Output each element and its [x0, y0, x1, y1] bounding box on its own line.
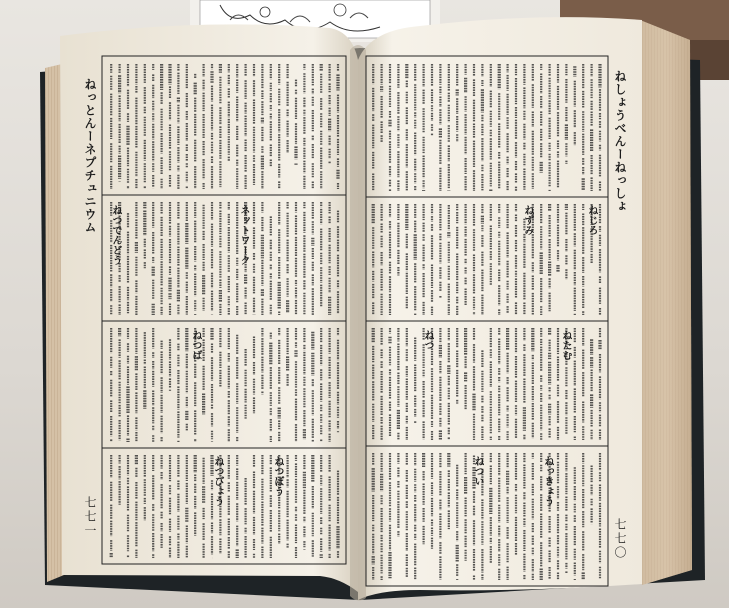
left-running-header: ねっとんーネプチュニウム: [83, 78, 97, 234]
left-headword-3: ねつば: [190, 330, 201, 360]
book-gutter: [350, 45, 366, 601]
left-headword-1: ねつでんどう: [110, 205, 121, 265]
right-headword-1: ねじろ: [586, 205, 597, 235]
right-running-header: ねしょうべんーねっしょ: [613, 70, 627, 213]
left-headword-4: ねつびょう: [212, 456, 223, 506]
page-edges-right: [640, 20, 692, 585]
right-page-number: 七七〇: [613, 518, 627, 560]
left-headword-2: ネットワーク: [238, 205, 249, 265]
right-headword-6: ねっきょう: [542, 456, 553, 506]
right-headword-2: ねずみ: [522, 205, 533, 235]
left-headword-5: ねつぼう: [272, 456, 283, 496]
right-headword-5: ねつい: [472, 456, 483, 486]
left-page-number: 七七一: [83, 496, 97, 538]
right-headword-3: ねたむ: [560, 330, 571, 360]
right-headword-4: ねつ: [422, 330, 433, 350]
